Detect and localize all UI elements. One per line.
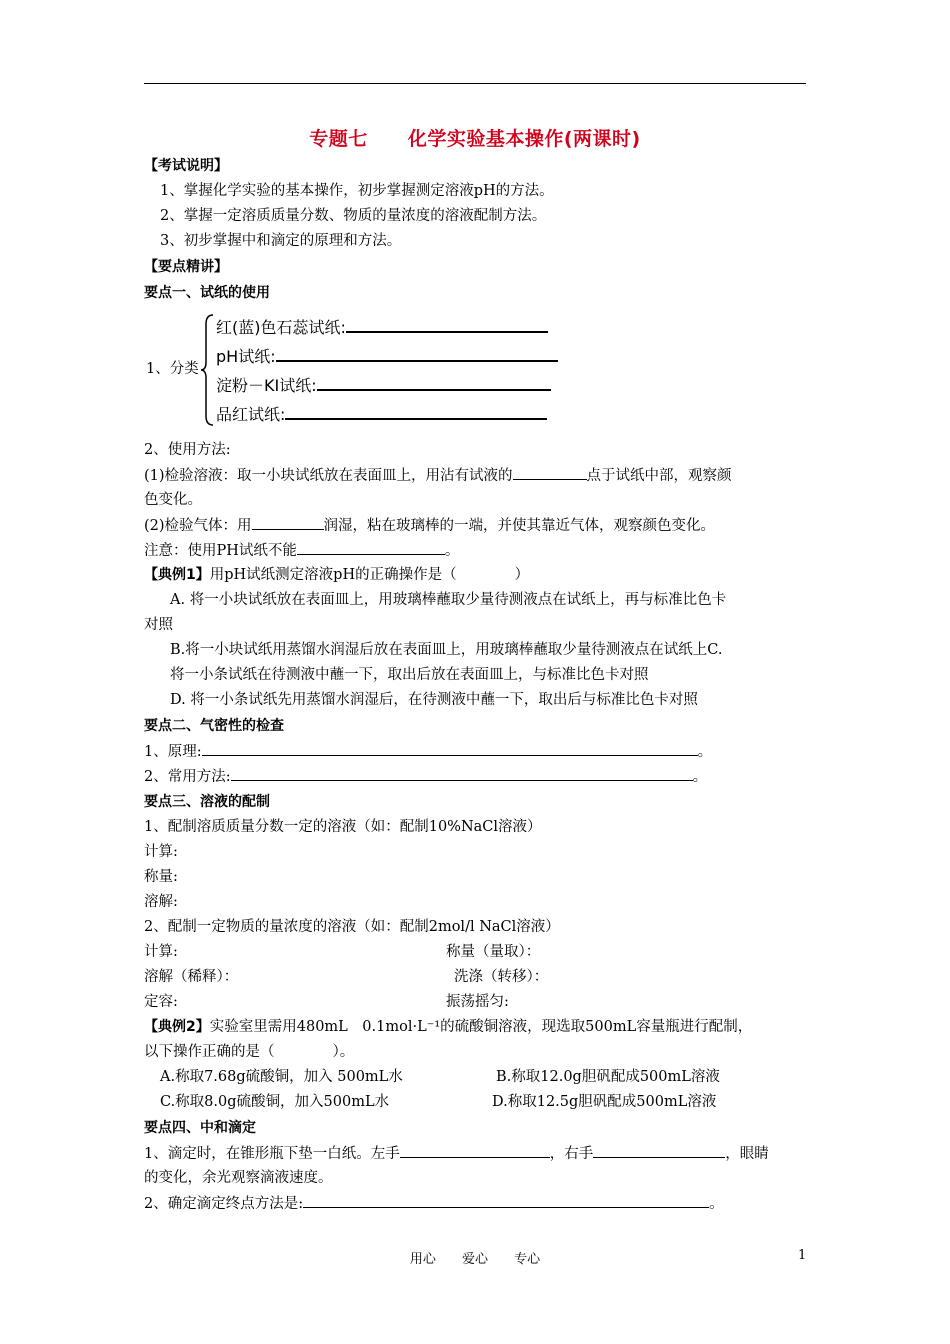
step-dissolve2: 溶解（稀释）：: [144, 969, 239, 985]
section-key-heading: 【要点精讲】: [144, 259, 228, 275]
classify-item: pH试纸:: [216, 344, 558, 367]
step-weigh2: 称量（量取）：: [446, 944, 541, 960]
exam-item: 3、初步掌握中和滴定的原理和方法。: [160, 233, 402, 249]
step-shake: 振荡摇匀:: [446, 994, 509, 1010]
exam-item: 2、掌握一定溶质质量分数、物质的量浓度的溶液配制方法。: [160, 208, 547, 224]
step-dissolve: 溶解:: [144, 894, 178, 910]
example2-stem: 【典例2】实验室里需用480mL 0.1mol·L⁻¹的硫酸铜溶液，现选取500mL容量瓶进行配制，: [144, 1019, 753, 1035]
header-rule: [144, 83, 806, 84]
classify-item: 淀粉－KI试纸:: [216, 373, 551, 396]
exam-item: 1、掌握化学实验的基本操作，初步掌握测定溶液pH的方法。: [160, 183, 554, 199]
page-number: 1: [798, 1248, 807, 1263]
point2-method: 2、常用方法: 。: [144, 766, 707, 787]
step-calc2: 计算:: [144, 944, 178, 960]
classify-label: 1、分类: [146, 361, 199, 377]
point4-item1-cont: 的变化，余光观察滴液速度。: [144, 1170, 333, 1186]
point3-item2: 2、配制一定物质的量浓度的溶液（如：配制2mol/l NaCl溶液）: [144, 919, 560, 935]
example2-option-a: A.称取7.68g硫酸铜，加入 500mL水: [160, 1069, 403, 1085]
example2-option-c: C.称取8.0g硫酸铜，加入500mL水: [160, 1094, 390, 1110]
title-topic: 专题七: [309, 128, 368, 150]
point3-heading: 要点三、溶液的配制: [144, 794, 270, 810]
example1-option-c: 将一小条试纸在待测液中蘸一下，取出后放在表面皿上，与标准比色卡对照: [170, 667, 649, 683]
point4-heading: 要点四、中和滴定: [144, 1120, 256, 1136]
usage-gas: (2)检验气体：用 润湿，粘在玻璃棒的一端，并使其靠近气体，观察颜色变化。: [144, 515, 715, 536]
usage-solution: (1)检验溶液：取一小块试纸放在表面皿上，用沾有试液的 点于试纸中部，观察颜: [144, 465, 732, 486]
example1-option-a: A. 将一小块试纸放在表面皿上，用玻璃棒蘸取少量待测液点在试纸上，再与标准比色卡: [170, 592, 727, 608]
classify-item: 红(蓝)色石蕊试纸:: [216, 315, 548, 338]
point4-item2: 2、确定滴定终点方法是: 。: [144, 1193, 724, 1214]
usage-note: 注意：使用PH试纸不能 。: [144, 540, 459, 561]
point4-item1: 1、滴定时，在锥形瓶下垫一白纸。左手 ，右手 ，眼睛: [144, 1143, 769, 1164]
example1-stem: 【典例1】用pH试纸测定溶液pH的正确操作是（ ）: [144, 567, 530, 583]
point2-heading: 要点二、气密性的检查: [144, 718, 284, 734]
step-calc: 计算:: [144, 844, 178, 860]
example2-option-d: D.称取12.5g胆矾配成500mL溶液: [492, 1094, 717, 1110]
title-subject: 化学实验基本操作(两课时): [407, 128, 641, 150]
example1-option-b: B.将一小块试纸用蒸馏水润湿后放在表面皿上，用玻璃棒蘸取少量待测液点在试纸上C.: [170, 642, 723, 658]
example1-option-d: D. 将一小条试纸先用蒸馏水润湿后，在待测液中蘸一下，取出后与标准比色卡对照: [170, 692, 698, 708]
classify-item: 品红试纸:: [216, 402, 547, 425]
point1-heading: 要点一、试纸的使用: [144, 285, 270, 301]
example2-option-b: B.称取12.0g胆矾配成500mL溶液: [496, 1069, 720, 1085]
brace-icon: [200, 314, 214, 426]
step-constant-volume: 定容:: [144, 994, 178, 1010]
point2-principle: 1、原理: 。: [144, 741, 712, 762]
usage-solution-cont: 色变化。: [144, 492, 202, 508]
page-title: [0, 124, 950, 151]
step-weigh: 称量:: [144, 869, 178, 885]
step-wash: 洗涤（转移）：: [454, 969, 549, 985]
example2-stem-cont: 以下操作正确的是（ ）。: [144, 1044, 355, 1060]
footer-slogan: 用心 爱心 专心: [409, 1252, 541, 1267]
example1-option-a-cont: 对照: [144, 617, 173, 633]
usage-label: 2、使用方法:: [144, 442, 231, 458]
point3-item1: 1、配制溶质质量分数一定的溶液（如：配制10%NaCl溶液）: [144, 819, 542, 835]
section-exam-heading: 【考试说明】: [144, 158, 228, 174]
